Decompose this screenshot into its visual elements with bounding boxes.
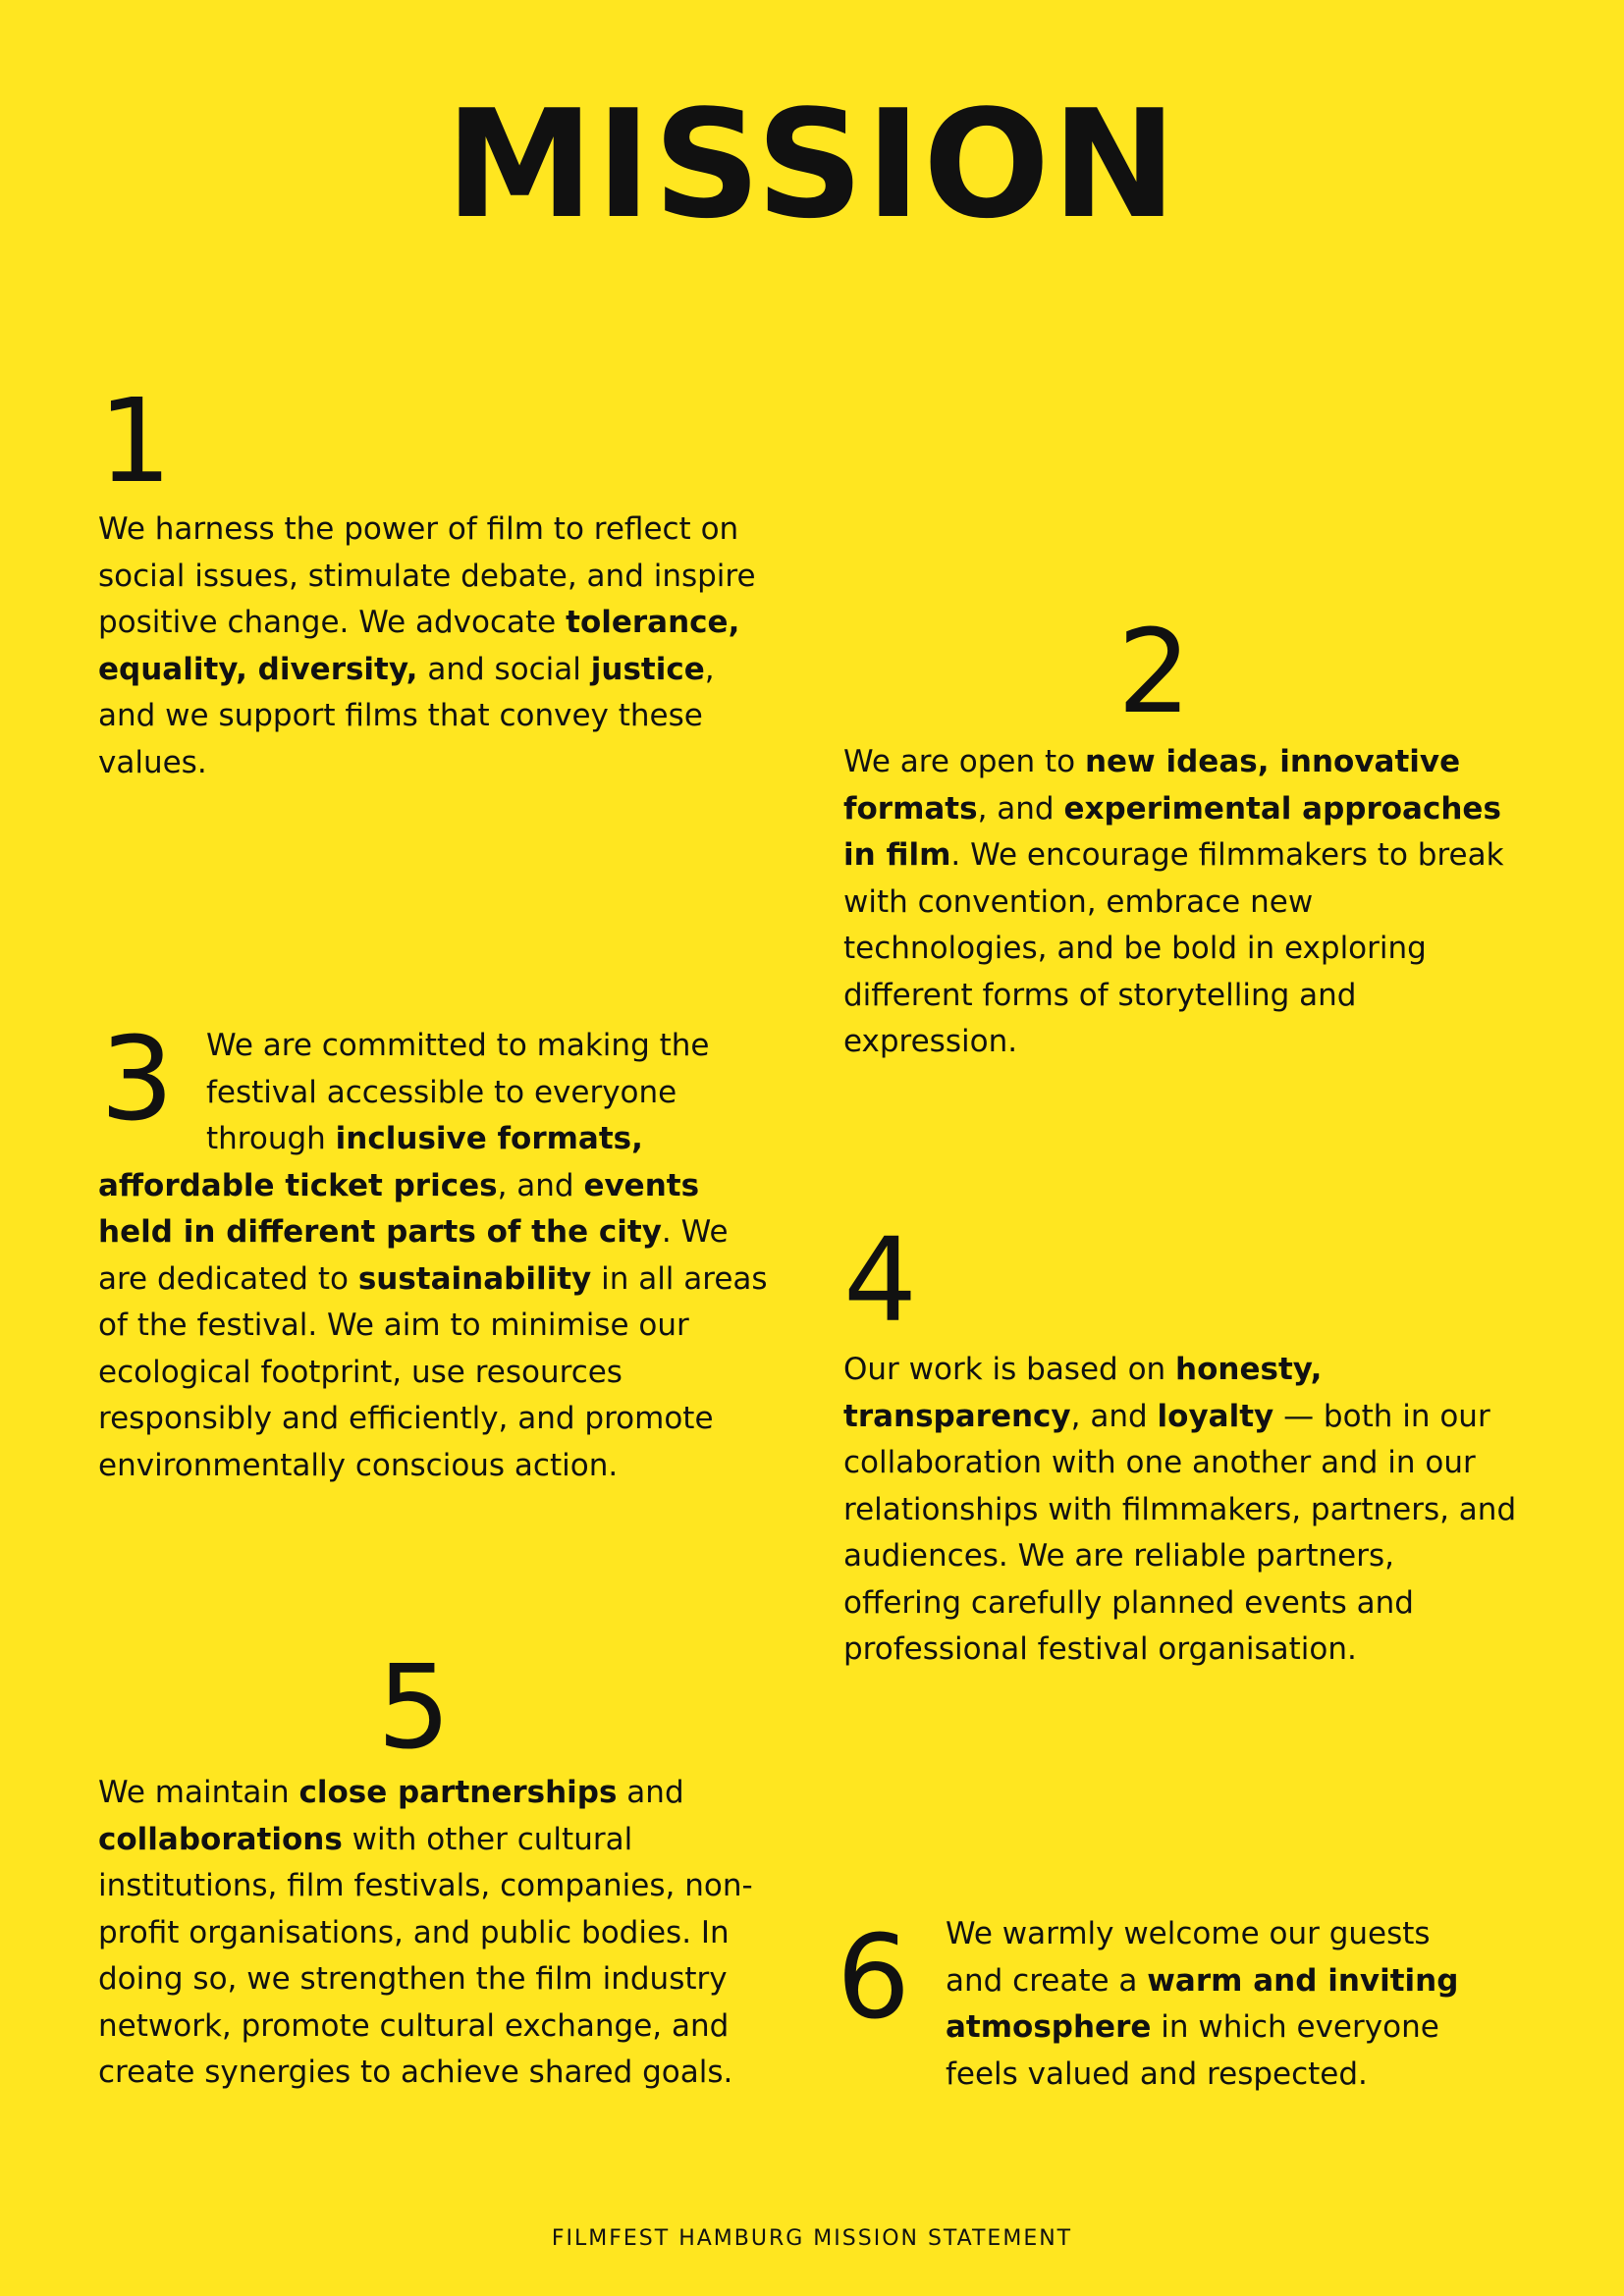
text-run: tolerance, equality, diversity, bbox=[98, 605, 740, 687]
text-run: honesty, transparency bbox=[843, 1352, 1323, 1434]
text-run: — both in our collaboration with one another and in our relationships with filmmakers, partners, and audiences. We are reliable partners, offering carefully planned events and professional festival organisation. bbox=[843, 1398, 1517, 1667]
text-run: new ideas, innovative formats bbox=[843, 744, 1461, 827]
section-text-2 bbox=[843, 739, 1511, 1066]
text-run: in which everyone feels valued and respected. bbox=[946, 2009, 1439, 2092]
text-run: inclusive formats, affordable ticket prices bbox=[98, 1121, 643, 1203]
section-number-6: 6 bbox=[837, 1909, 911, 2045]
section-number-1: 1 bbox=[98, 373, 173, 508]
page-title: MISSION bbox=[445, 78, 1179, 251]
text-run: collaborations bbox=[98, 1821, 343, 1857]
section-text-3 bbox=[98, 1011, 776, 1489]
text-run: events held in different parts of the city bbox=[98, 1167, 700, 1250]
text-run: . We encourage filmmakers to break with convention, embrace new technologies, and be bold in exploring different forms of storytelling and expression. bbox=[843, 837, 1504, 1059]
section-text-4 bbox=[843, 1347, 1521, 1674]
section-number-4: 4 bbox=[843, 1212, 918, 1348]
text-run: Our work is based on bbox=[843, 1352, 1176, 1387]
section-text-1 bbox=[98, 507, 776, 786]
text-run: , and bbox=[977, 790, 1064, 827]
section-text-6 bbox=[946, 1911, 1495, 2098]
text-run: sustainability bbox=[357, 1260, 592, 1297]
text-run: We harness the power of film to reflect on social issues, stimulate debate, and inspire positive change. We advocate bbox=[98, 511, 756, 640]
text-run: , and bbox=[1070, 1398, 1158, 1434]
text-run: We are open to bbox=[843, 744, 1085, 779]
text-run: , and we support films that convey these values. bbox=[98, 651, 715, 780]
text-run: loyalty bbox=[1157, 1398, 1274, 1434]
text-run: , and bbox=[497, 1167, 584, 1203]
text-run: We maintain bbox=[98, 1775, 299, 1810]
section-text-5 bbox=[98, 1770, 776, 2097]
text-run: experimental approaches in film bbox=[843, 790, 1501, 873]
text-run: in all areas of the festival. We aim to minimise our ecological footprint, use resources responsibly and efficiently, and promote environmentally conscious action. bbox=[98, 1260, 768, 1483]
text-run: . We are dedicated to bbox=[98, 1214, 729, 1297]
section-number-5: 5 bbox=[377, 1639, 452, 1775]
text-run: warm and inviting atmosphere bbox=[946, 1962, 1459, 2045]
text-run: close partnerships bbox=[298, 1775, 618, 1810]
text-run: We warmly welcome our guests and create a bbox=[946, 1916, 1431, 1999]
section-number-2: 2 bbox=[1117, 604, 1192, 739]
text-run: and bbox=[617, 1775, 684, 1810]
page-footer: FILMFEST HAMBURG MISSION STATEMENT bbox=[551, 2226, 1073, 2251]
text-run: with other cultural institutions, film festivals, companies, non-profit organisations, and public bodies. In doing so, we strengthen the film industry network, promote cultural exchange, and create synergies to achieve shared goals. bbox=[98, 1821, 753, 2090]
text-run: and social bbox=[417, 651, 591, 687]
text-run: We are committed to making the festival accessible to everyone through bbox=[206, 1028, 710, 1156]
section-number-3: 3 bbox=[100, 1011, 175, 1147]
text-run: justice bbox=[590, 651, 705, 687]
